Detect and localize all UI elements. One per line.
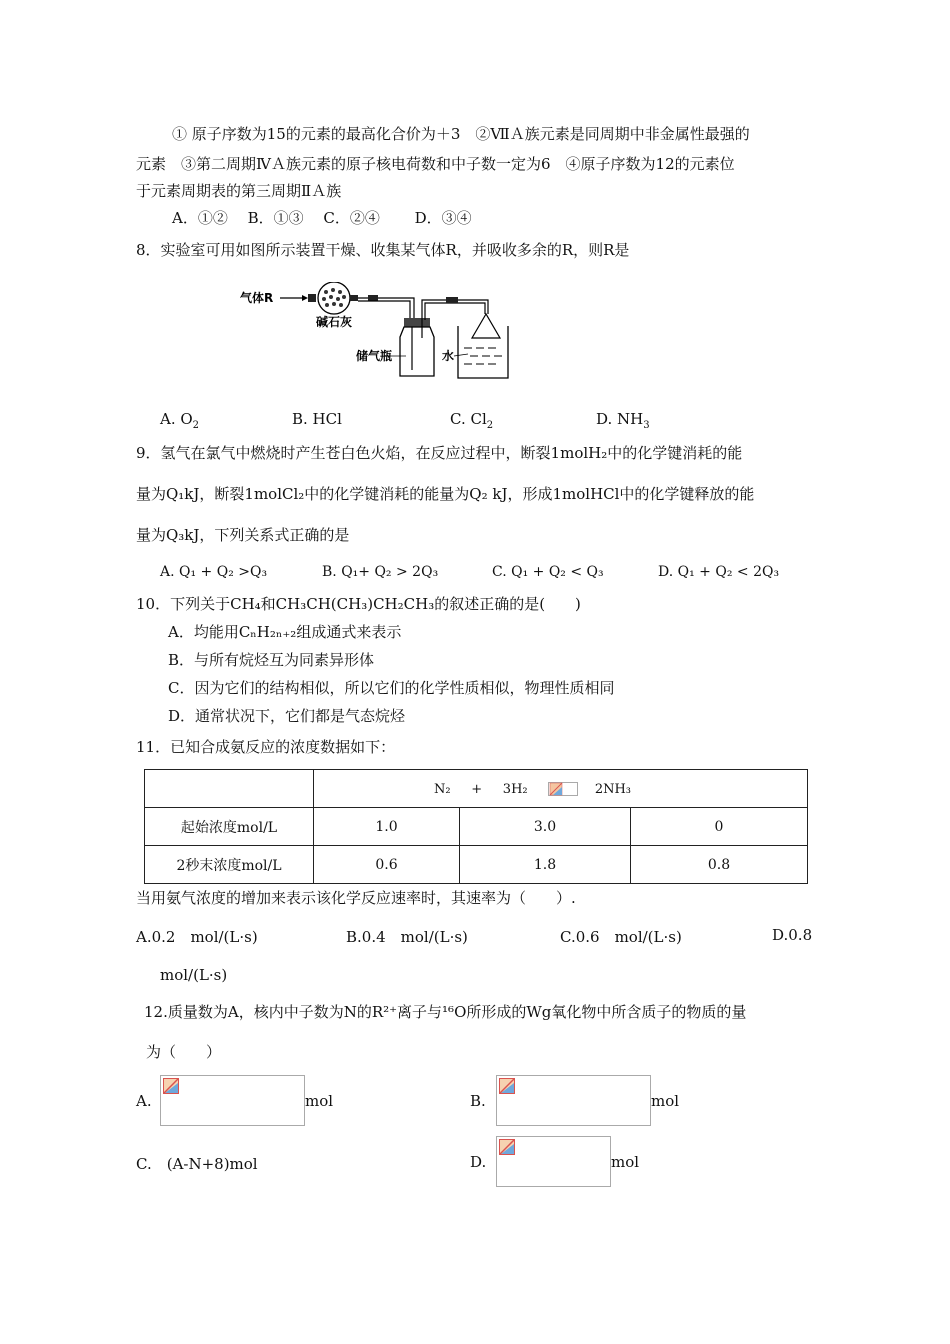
q12-option-b-formula-image xyxy=(496,1075,651,1126)
q12-option-a-label: A. xyxy=(136,1092,152,1110)
q9-option-a: A. Q₁ + Q₂ >Q₃ xyxy=(160,564,268,580)
q10-option-a: A．均能用CₙH₂ₙ₊₂组成通式来表示 xyxy=(168,623,402,641)
q10-option-c: C．因为它们的结构相似，所以它们的化学性质相似，物理性质相同 xyxy=(168,679,615,697)
q8-fig-lime-label: 碱石灰 xyxy=(316,315,353,329)
q11-eq-n2: N₂ xyxy=(433,781,451,797)
q11-option-a: A.0.2 mol/(L·s) xyxy=(136,928,258,946)
table-row xyxy=(145,770,808,808)
q12-line1: 12.质量数为A，核内中子数为N的R²⁺离子与¹⁶O所形成的Wg氧化物中所含质子的物质的量 xyxy=(144,1003,747,1021)
table-cell xyxy=(145,770,314,808)
q9-line1: 9．氢气在氯气中燃烧时产生苍白色火焰，在反应过程中，断裂1molH₂中的化学键消耗的能 xyxy=(136,444,743,462)
q11-stem: 11．已知合成氨反应的浓度数据如下： xyxy=(136,738,396,756)
q12-line2: 为（ ） xyxy=(146,1043,222,1061)
table-cell: 3.0 xyxy=(460,808,631,846)
q9-option-c: C. Q₁ + Q₂ < Q₃ xyxy=(492,564,604,580)
table-row xyxy=(145,808,808,846)
table-cell: 0 xyxy=(631,808,808,846)
q7-line1: ① 原子序数为15的元素的最高化合价为＋3 ②ⅦＡ族元素是同周期中非金属性最强的 xyxy=(172,125,750,143)
q9-line3: 量为Q₃kJ，下列关系式正确的是 xyxy=(136,526,350,544)
q11-eq-plus: + xyxy=(471,781,483,797)
q12-option-d-label: D. xyxy=(470,1153,487,1171)
q8-stem: 8．实验室可用如图所示装置干燥、收集某气体R，并吸收多余的R，则R是 xyxy=(136,241,630,259)
broken-image-icon xyxy=(163,1078,179,1094)
q11-option-b: B.0.4 mol/(L·s) xyxy=(346,928,468,946)
q7-options: A．①② B．①③ C．②④ D．③④ xyxy=(172,209,472,227)
equilibrium-arrow-image-icon xyxy=(548,782,578,796)
table-cell: 0.8 xyxy=(631,846,808,884)
q12-option-a-unit: mol xyxy=(305,1092,334,1110)
q11-concentration-table xyxy=(144,769,808,884)
q12-option-d-formula-image xyxy=(496,1136,611,1187)
broken-image-icon xyxy=(499,1139,515,1155)
q12-option-b-unit: mol xyxy=(651,1092,680,1110)
broken-image-icon xyxy=(499,1078,515,1094)
q12-option-c: C. (A-N+8)mol xyxy=(136,1155,258,1173)
q8-option-a: A. $O_2$ xyxy=(160,410,200,431)
q11-option-c: C.0.6 mol/(L·s) xyxy=(560,928,682,946)
q11-option-d: D.0.8 xyxy=(772,926,813,944)
q8-option-b: B. HCl xyxy=(292,410,342,428)
q9-option-b: B. Q₁+ Q₂ > 2Q₃ xyxy=(322,564,439,580)
q8-option-d: D. $NH_3$ xyxy=(596,410,650,431)
q10-option-b: B．与所有烷烃互为同素异形体 xyxy=(168,651,375,669)
q8-fig-gas-label: 气体R xyxy=(240,291,274,305)
q10-stem: 10．下列关于CH₄和CH₃CH(CH₃)CH₂CH₃的叙述正确的是( ) xyxy=(136,595,581,613)
q12-option-b-label: B. xyxy=(470,1092,486,1110)
q8-fig-bottle-label: 储气瓶 xyxy=(356,349,393,363)
q11-option-d-continued: mol/(L·s) xyxy=(160,966,228,984)
q8-fig-water-label: 水 xyxy=(442,349,455,363)
q7-line3: 于元素周期表的第三周期ⅡＡ族 xyxy=(136,182,342,200)
q12-option-d-unit: mol xyxy=(611,1153,640,1171)
q11-row-label: 2秒末浓度mol/L xyxy=(145,846,314,884)
q11-eq-h2: 3H₂ xyxy=(502,781,528,797)
q8-apparatus-figure xyxy=(236,282,526,396)
q8-option-c: C. $Cl_2$ xyxy=(450,410,494,431)
q12-option-a-formula-image xyxy=(160,1075,305,1126)
q9-option-d: D. Q₁ + Q₂ < 2Q₃ xyxy=(658,564,780,580)
q10-option-d: D．通常状况下，它们都是气态烷烃 xyxy=(168,707,406,725)
table-cell: 0.6 xyxy=(314,846,460,884)
q11-equation-cell xyxy=(314,770,808,808)
q9-line2: 量为Q₁kJ，断裂1molCl₂中的化学键消耗的能量为Q₂ kJ，形成1molHCl中的化学键释放的能 xyxy=(136,485,755,503)
q11-eq-nh3: 2NH₃ xyxy=(594,781,632,797)
q11-after-text: 当用氨气浓度的增加来表示该化学反应速率时，其速率为（ ）. xyxy=(136,889,576,907)
table-row xyxy=(145,846,808,884)
q7-line2: 元素 ③第二周期ⅣＡ族元素的原子核电荷数和中子数一定为6 ④原子序数为12的元素位 xyxy=(136,155,735,173)
q11-row-label: 起始浓度mol/L xyxy=(145,808,314,846)
table-cell: 1.0 xyxy=(314,808,460,846)
table-cell: 1.8 xyxy=(460,846,631,884)
